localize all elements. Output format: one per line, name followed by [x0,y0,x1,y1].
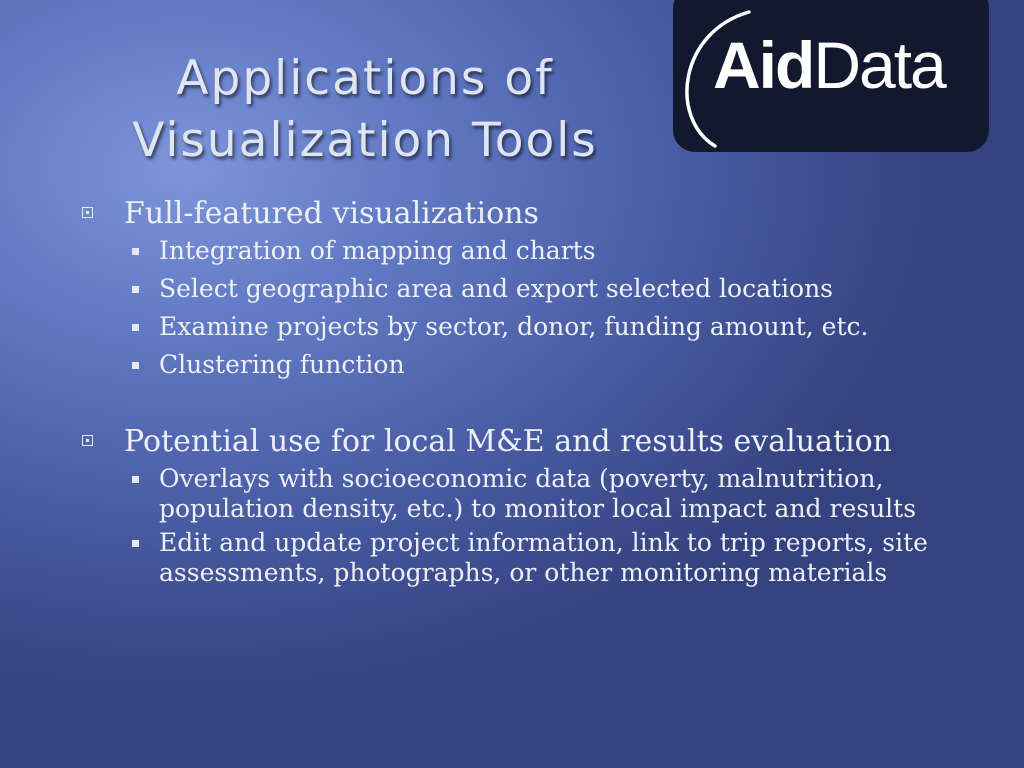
sub-bullet-text: Select geographic area and export selected locations [159,274,833,303]
logo-text-aid: Aid [713,28,814,102]
small-square-bullet-icon [132,476,139,483]
sub-bullet [80,350,979,380]
sub-bullet-text: Clustering function [159,350,405,379]
bullet-text: Potential use for local M&E and results evaluation [124,424,892,459]
sub-bullet-text: Integration of mapping and charts [159,236,596,265]
bullet-text: Full-featured visualizations [124,196,539,231]
slide-body [80,194,980,592]
bullet-group-1 [80,194,980,380]
aiddata-logo [673,0,989,152]
small-square-bullet-icon [132,248,139,255]
bullet-level1 [80,422,980,462]
square-bullet-icon [82,435,93,446]
sub-bullet [80,464,979,524]
sub-bullet-text: Examine projects by sector, donor, funding amount, etc. [159,312,869,341]
title-line-1: Applications of [176,51,554,106]
slide-title [70,48,660,172]
sub-bullet [80,274,979,304]
small-square-bullet-icon [132,362,139,369]
bullet-level1 [80,194,980,234]
sub-bullet-list [80,236,980,380]
logo-wordmark [713,30,945,100]
small-square-bullet-icon [132,324,139,331]
title-line-2: Visualization Tools [132,113,598,168]
logo-text-data: Data [813,28,945,102]
sub-bullet-text: Edit and update project information, link to trip reports, site assessments, photographs, or other monitoring materials [159,528,928,587]
small-square-bullet-icon [132,286,139,293]
bullet-group-2 [80,422,980,588]
sub-bullet [80,312,979,342]
small-square-bullet-icon [132,540,139,547]
sub-bullet-text: Overlays with socioeconomic data (poverty, malnutrition, population density, etc.) to monitor local impact and results [159,464,917,523]
square-bullet-icon [82,207,93,218]
sub-bullet [80,528,979,588]
sub-bullet [80,236,979,266]
sub-bullet-list [80,464,980,588]
